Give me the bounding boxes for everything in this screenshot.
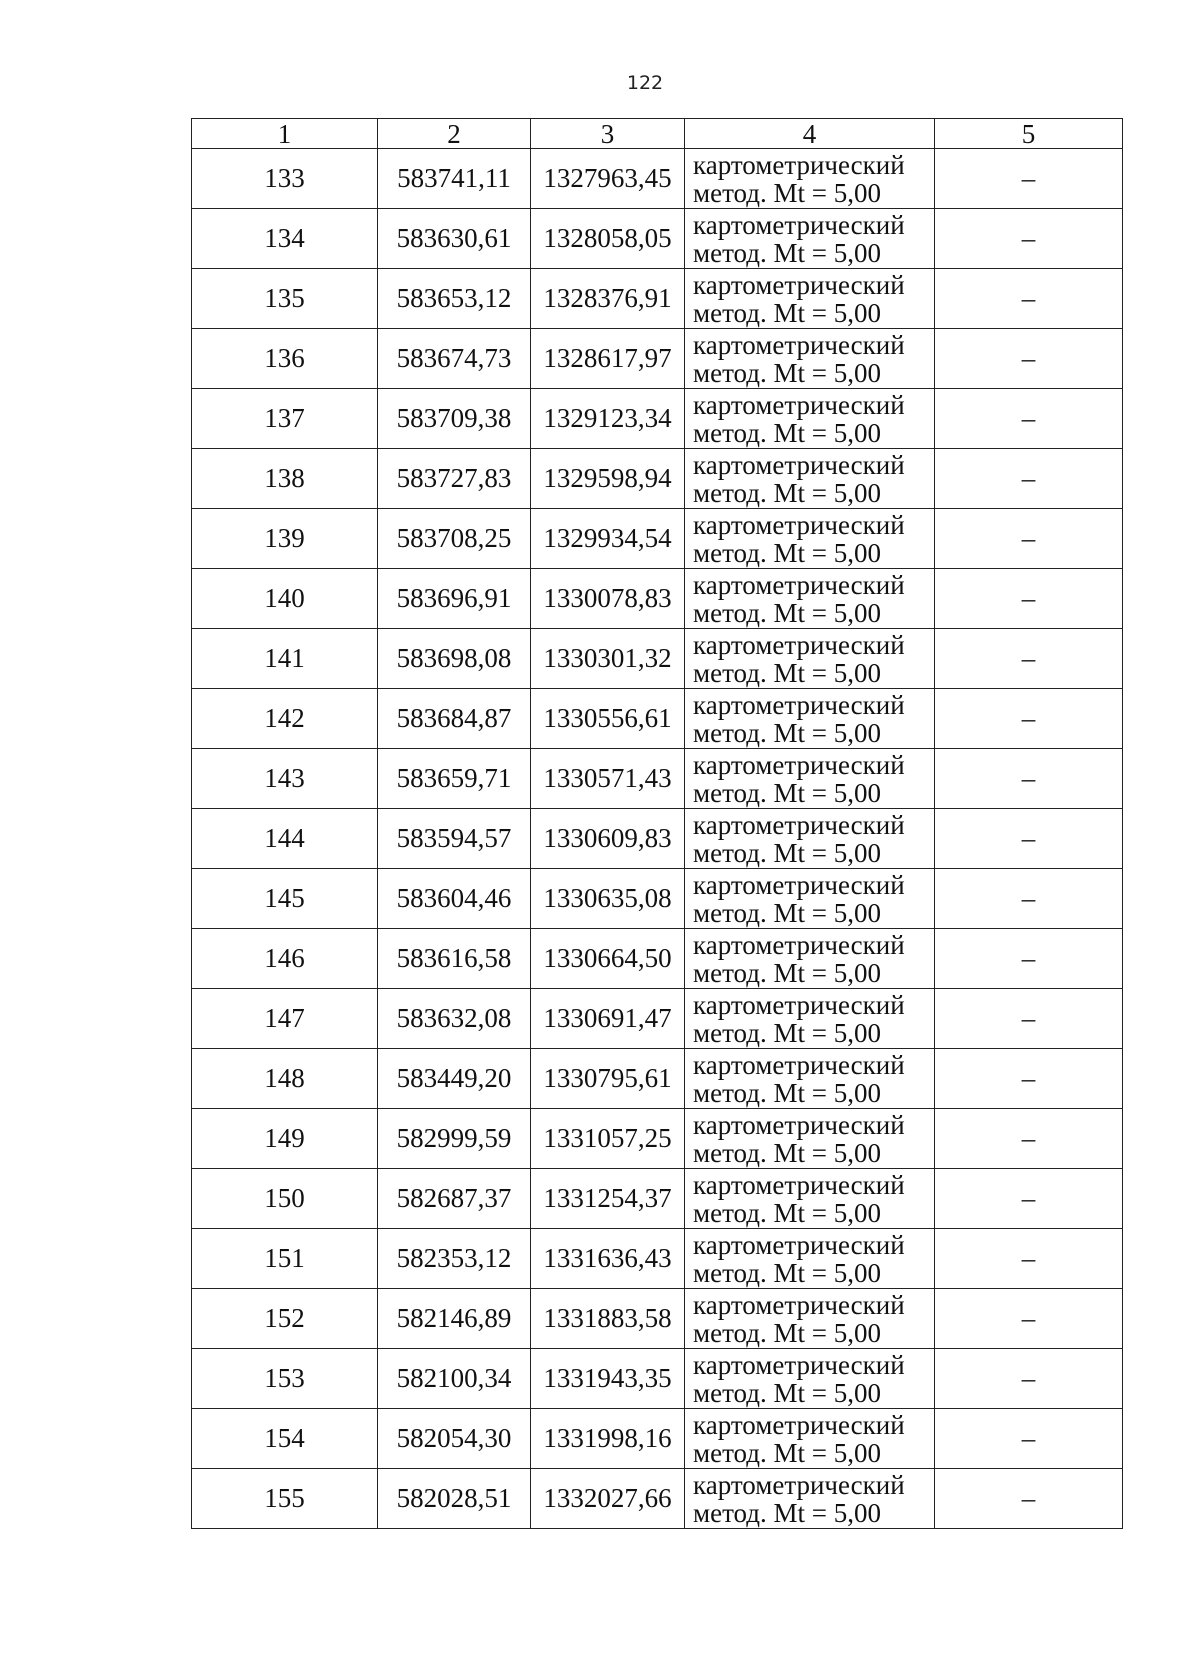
method-line-2: метод. Mt = 5,00: [693, 1497, 881, 1528]
method-line-2: метод. Mt = 5,00: [693, 1377, 881, 1408]
y-coordinate-cell: 1328058,05: [531, 209, 685, 269]
point-number-cell: 148: [192, 1049, 378, 1109]
table-row: [192, 1349, 1123, 1409]
point-number-cell: 145: [192, 869, 378, 929]
x-coordinate-cell: 582999,59: [378, 1109, 531, 1169]
method-cell: [685, 809, 935, 869]
method-line-1: картометрический: [693, 1229, 905, 1260]
method-line-1: картометрический: [693, 269, 905, 300]
note-cell: –: [935, 269, 1123, 329]
y-coordinate-cell: 1329123,34: [531, 389, 685, 449]
table-row: [192, 809, 1123, 869]
x-coordinate-cell: 583630,61: [378, 209, 531, 269]
note-cell: –: [935, 389, 1123, 449]
y-coordinate-cell: 1331057,25: [531, 1109, 685, 1169]
table-body: [192, 119, 1123, 1529]
coordinates-table: [191, 118, 1123, 1529]
x-coordinate-cell: 582100,34: [378, 1349, 531, 1409]
point-number-cell: 142: [192, 689, 378, 749]
method-line-1: картометрический: [693, 749, 905, 780]
method-cell: [685, 1409, 935, 1469]
table-row: [192, 569, 1123, 629]
y-coordinate-cell: 1330571,43: [531, 749, 685, 809]
note-cell: –: [935, 869, 1123, 929]
table-header-row: [192, 119, 1123, 149]
y-coordinate-cell: 1328376,91: [531, 269, 685, 329]
point-number-cell: 135: [192, 269, 378, 329]
method-line-1: картометрический: [693, 689, 905, 720]
method-line-2: метод. Mt = 5,00: [693, 537, 881, 568]
method-cell: [685, 1469, 935, 1529]
y-coordinate-cell: 1332027,66: [531, 1469, 685, 1529]
table-row: [192, 1409, 1123, 1469]
method-line-2: метод. Mt = 5,00: [693, 1017, 881, 1048]
method-line-1: картометрический: [693, 1109, 905, 1140]
point-number-cell: 155: [192, 1469, 378, 1529]
y-coordinate-cell: 1328617,97: [531, 329, 685, 389]
note-cell: –: [935, 989, 1123, 1049]
point-number-cell: 143: [192, 749, 378, 809]
point-number-cell: 139: [192, 509, 378, 569]
method-line-2: метод. Mt = 5,00: [693, 897, 881, 928]
table-row: [192, 149, 1123, 209]
column-header: 3: [531, 119, 685, 149]
method-cell: [685, 1229, 935, 1289]
method-line-1: картометрический: [693, 809, 905, 840]
method-line-2: метод. Mt = 5,00: [693, 957, 881, 988]
note-cell: –: [935, 929, 1123, 989]
point-number-cell: 140: [192, 569, 378, 629]
note-cell: –: [935, 1109, 1123, 1169]
method-line-1: картометрический: [693, 929, 905, 960]
point-number-cell: 144: [192, 809, 378, 869]
table-row: [192, 989, 1123, 1049]
note-cell: –: [935, 329, 1123, 389]
method-cell: [685, 629, 935, 689]
method-cell: [685, 509, 935, 569]
x-coordinate-cell: 583709,38: [378, 389, 531, 449]
table-row: [192, 389, 1123, 449]
method-line-2: метод. Mt = 5,00: [693, 297, 881, 328]
y-coordinate-cell: 1331998,16: [531, 1409, 685, 1469]
method-line-1: картометрический: [693, 1469, 905, 1500]
method-cell: [685, 209, 935, 269]
x-coordinate-cell: 583616,58: [378, 929, 531, 989]
y-coordinate-cell: 1331636,43: [531, 1229, 685, 1289]
note-cell: –: [935, 1289, 1123, 1349]
method-line-1: картометрический: [693, 629, 905, 660]
method-line-2: метод. Mt = 5,00: [693, 1257, 881, 1288]
x-coordinate-cell: 583727,83: [378, 449, 531, 509]
method-line-1: картометрический: [693, 569, 905, 600]
x-coordinate-cell: 582054,30: [378, 1409, 531, 1469]
method-cell: [685, 1109, 935, 1169]
table-row: [192, 1109, 1123, 1169]
table-row: [192, 629, 1123, 689]
method-line-1: картометрический: [693, 1169, 905, 1200]
x-coordinate-cell: 583698,08: [378, 629, 531, 689]
point-number-cell: 149: [192, 1109, 378, 1169]
point-number-cell: 153: [192, 1349, 378, 1409]
method-cell: [685, 329, 935, 389]
method-line-2: метод. Mt = 5,00: [693, 717, 881, 748]
method-cell: [685, 1289, 935, 1349]
y-coordinate-cell: 1330301,32: [531, 629, 685, 689]
y-coordinate-cell: 1330609,83: [531, 809, 685, 869]
column-header: 5: [935, 119, 1123, 149]
table-row: [192, 1229, 1123, 1289]
method-line-1: картометрический: [693, 329, 905, 360]
note-cell: –: [935, 149, 1123, 209]
method-line-2: метод. Mt = 5,00: [693, 657, 881, 688]
point-number-cell: 150: [192, 1169, 378, 1229]
note-cell: –: [935, 1469, 1123, 1529]
point-number-cell: 136: [192, 329, 378, 389]
y-coordinate-cell: 1330556,61: [531, 689, 685, 749]
method-line-2: метод. Mt = 5,00: [693, 1197, 881, 1228]
y-coordinate-cell: 1331883,58: [531, 1289, 685, 1349]
table-row: [192, 1289, 1123, 1349]
method-line-2: метод. Mt = 5,00: [693, 1437, 881, 1468]
y-coordinate-cell: 1330635,08: [531, 869, 685, 929]
method-line-1: картометрический: [693, 989, 905, 1020]
point-number-cell: 134: [192, 209, 378, 269]
y-coordinate-cell: 1330078,83: [531, 569, 685, 629]
note-cell: –: [935, 749, 1123, 809]
column-header: 1: [192, 119, 378, 149]
table-row: [192, 329, 1123, 389]
method-line-2: метод. Mt = 5,00: [693, 417, 881, 448]
method-line-1: картометрический: [693, 389, 905, 420]
x-coordinate-cell: 582687,37: [378, 1169, 531, 1229]
note-cell: –: [935, 809, 1123, 869]
note-cell: –: [935, 629, 1123, 689]
y-coordinate-cell: 1327963,45: [531, 149, 685, 209]
point-number-cell: 146: [192, 929, 378, 989]
method-cell: [685, 869, 935, 929]
note-cell: –: [935, 209, 1123, 269]
x-coordinate-cell: 583604,46: [378, 869, 531, 929]
method-cell: [685, 989, 935, 1049]
y-coordinate-cell: 1331254,37: [531, 1169, 685, 1229]
x-coordinate-cell: 582146,89: [378, 1289, 531, 1349]
table-row: [192, 1169, 1123, 1229]
method-cell: [685, 689, 935, 749]
method-line-2: метод. Mt = 5,00: [693, 837, 881, 868]
method-line-1: картометрический: [693, 1409, 905, 1440]
note-cell: –: [935, 449, 1123, 509]
point-number-cell: 133: [192, 149, 378, 209]
note-cell: –: [935, 1049, 1123, 1109]
note-cell: –: [935, 1169, 1123, 1229]
method-cell: [685, 929, 935, 989]
x-coordinate-cell: 583653,12: [378, 269, 531, 329]
method-line-2: метод. Mt = 5,00: [693, 1317, 881, 1348]
x-coordinate-cell: 583659,71: [378, 749, 531, 809]
y-coordinate-cell: 1329934,54: [531, 509, 685, 569]
method-line-1: картометрический: [693, 869, 905, 900]
table-row: [192, 1469, 1123, 1529]
note-cell: –: [935, 569, 1123, 629]
point-number-cell: 141: [192, 629, 378, 689]
method-cell: [685, 149, 935, 209]
method-line-1: картометрический: [693, 449, 905, 480]
table-row: [192, 749, 1123, 809]
method-cell: [685, 1049, 935, 1109]
column-header: 4: [685, 119, 935, 149]
table-row: [192, 509, 1123, 569]
method-cell: [685, 449, 935, 509]
method-cell: [685, 569, 935, 629]
method-line-1: картометрический: [693, 1349, 905, 1380]
note-cell: –: [935, 1409, 1123, 1469]
x-coordinate-cell: 583696,91: [378, 569, 531, 629]
method-line-2: метод. Mt = 5,00: [693, 237, 881, 268]
note-cell: –: [935, 1229, 1123, 1289]
point-number-cell: 147: [192, 989, 378, 1049]
x-coordinate-cell: 583684,87: [378, 689, 531, 749]
column-header: 2: [378, 119, 531, 149]
table-row: [192, 449, 1123, 509]
table-row: [192, 269, 1123, 329]
method-line-2: метод. Mt = 5,00: [693, 357, 881, 388]
method-line-2: метод. Mt = 5,00: [693, 597, 881, 628]
table-row: [192, 869, 1123, 929]
method-line-2: метод. Mt = 5,00: [693, 477, 881, 508]
method-cell: [685, 269, 935, 329]
point-number-cell: 154: [192, 1409, 378, 1469]
x-coordinate-cell: 583741,11: [378, 149, 531, 209]
method-cell: [685, 1169, 935, 1229]
y-coordinate-cell: 1330691,47: [531, 989, 685, 1049]
method-cell: [685, 1349, 935, 1409]
x-coordinate-cell: 583674,73: [378, 329, 531, 389]
method-cell: [685, 389, 935, 449]
y-coordinate-cell: 1331943,35: [531, 1349, 685, 1409]
table-row: [192, 689, 1123, 749]
note-cell: –: [935, 1349, 1123, 1409]
table-row: [192, 929, 1123, 989]
note-cell: –: [935, 509, 1123, 569]
x-coordinate-cell: 583594,57: [378, 809, 531, 869]
method-line-1: картометрический: [693, 509, 905, 540]
method-cell: [685, 749, 935, 809]
method-line-2: метод. Mt = 5,00: [693, 777, 881, 808]
x-coordinate-cell: 583449,20: [378, 1049, 531, 1109]
x-coordinate-cell: 583632,08: [378, 989, 531, 1049]
x-coordinate-cell: 583708,25: [378, 509, 531, 569]
point-number-cell: 152: [192, 1289, 378, 1349]
point-number-cell: 151: [192, 1229, 378, 1289]
method-line-1: картометрический: [693, 209, 905, 240]
y-coordinate-cell: 1330664,50: [531, 929, 685, 989]
method-line-1: картометрический: [693, 1049, 905, 1080]
method-line-2: метод. Mt = 5,00: [693, 1137, 881, 1168]
point-number-cell: 137: [192, 389, 378, 449]
x-coordinate-cell: 582353,12: [378, 1229, 531, 1289]
method-line-1: картометрический: [693, 149, 905, 180]
page-number: 122: [626, 72, 664, 94]
note-cell: –: [935, 689, 1123, 749]
method-line-2: метод. Mt = 5,00: [693, 177, 881, 208]
table-row: [192, 1049, 1123, 1109]
y-coordinate-cell: 1330795,61: [531, 1049, 685, 1109]
point-number-cell: 138: [192, 449, 378, 509]
y-coordinate-cell: 1329598,94: [531, 449, 685, 509]
x-coordinate-cell: 582028,51: [378, 1469, 531, 1529]
table-row: [192, 209, 1123, 269]
method-line-2: метод. Mt = 5,00: [693, 1077, 881, 1108]
method-line-1: картометрический: [693, 1289, 905, 1320]
